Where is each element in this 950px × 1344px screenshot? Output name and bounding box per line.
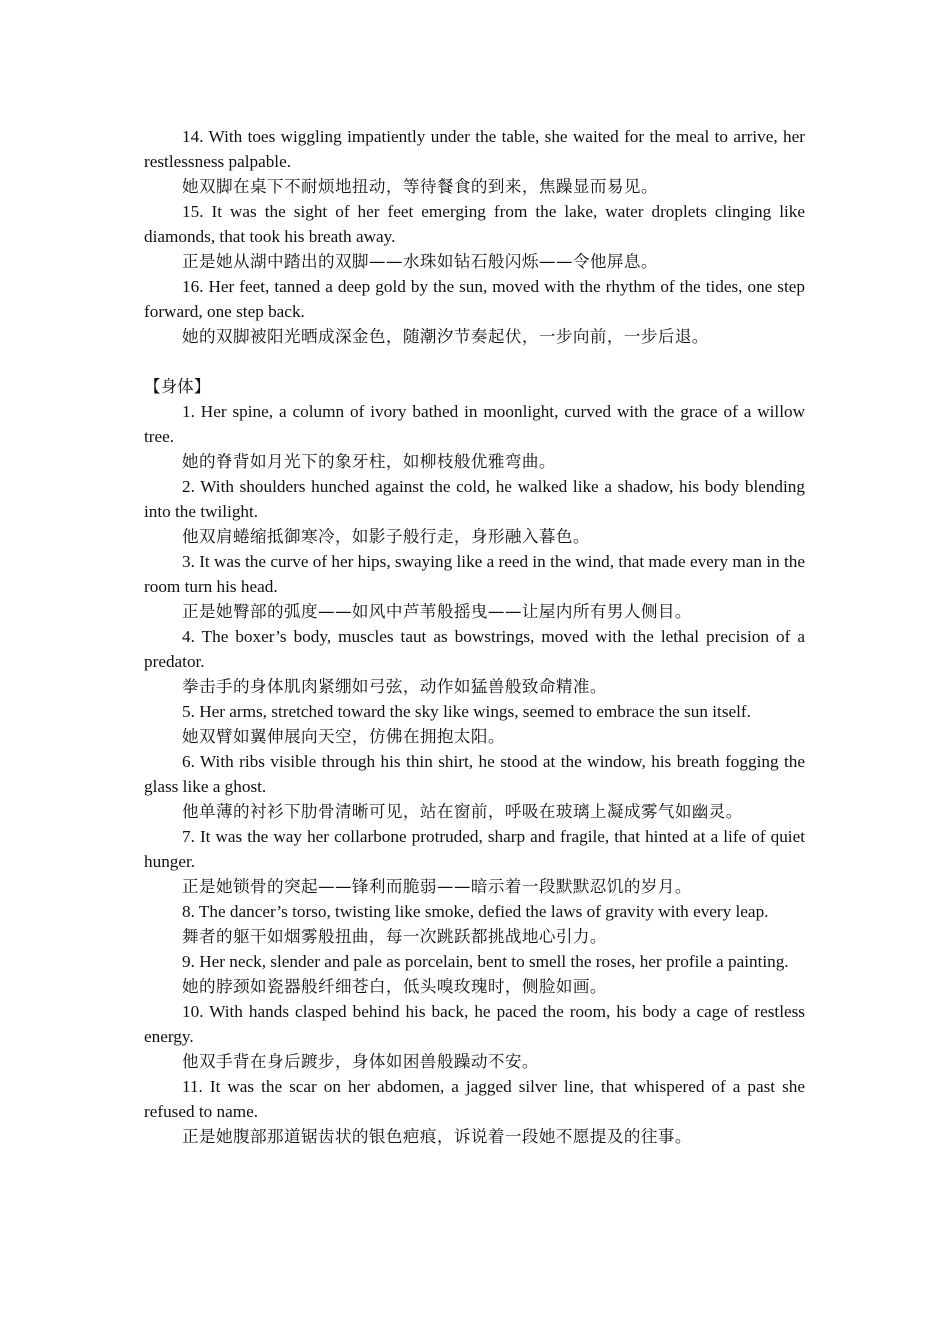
sentence-en: 10. With hands clasped behind his back, he paced the room, his body a cage of restless energy. bbox=[144, 1002, 805, 1046]
sentence-en: 5. Her arms, stretched toward the sky like wings, seemed to embrace the sun itself. bbox=[182, 702, 751, 721]
sentence-en: 3. It was the curve of her hips, swaying like a reed in the wind, that made every man in the room turn his head. bbox=[144, 552, 805, 596]
sentence-en: 8. The dancer’s torso, twisting like smoke, defied the laws of gravity with every leap. bbox=[182, 902, 769, 921]
sentence-zh: 舞者的躯干如烟雾般扭曲，每一次跳跃都挑战地心引力。 bbox=[182, 927, 607, 946]
sentence-en: 4. The boxer’s body, muscles taut as bowstrings, moved with the lethal precision of a predator. bbox=[144, 627, 805, 671]
sentence-en: 14. With toes wiggling impatiently under the table, she waited for the meal to arrive, her restlessness palpable. bbox=[144, 127, 805, 171]
sentence-zh: 他双手背在身后踱步，身体如困兽般躁动不安。 bbox=[182, 1052, 539, 1071]
sentence-zh: 她的脖颈如瓷器般纤细苍白，低头嗅玫瑰时，侧脸如画。 bbox=[182, 977, 607, 996]
sentence-zh: 他单薄的衬衫下肋骨清晰可见，站在窗前，呼吸在玻璃上凝成雾气如幽灵。 bbox=[182, 802, 743, 821]
sentence-zh: 正是她从湖中踏出的双脚——水珠如钻石般闪烁——令他屏息。 bbox=[182, 252, 658, 271]
blank-line bbox=[144, 349, 805, 374]
sentence-zh: 她双臂如翼伸展向天空，仿佛在拥抱太阳。 bbox=[182, 727, 505, 746]
document-page bbox=[144, 124, 805, 1149]
sentence-zh: 正是她锁骨的突起——锋利而脆弱——暗示着一段默默忍饥的岁月。 bbox=[182, 877, 692, 896]
sentence-en: 9. Her neck, slender and pale as porcelain, bent to smell the roses, her profile a painting. bbox=[182, 952, 789, 971]
sentence-zh: 他双肩蜷缩抵御寒冷，如影子般行走，身形融入暮色。 bbox=[182, 527, 590, 546]
sentence-zh: 正是她腹部那道锯齿状的银色疤痕，诉说着一段她不愿提及的往事。 bbox=[182, 1127, 692, 1146]
sentence-en: 6. With ribs visible through his thin shirt, he stood at the window, his breath fogging the glass like a ghost. bbox=[144, 752, 805, 796]
sentence-en: 7. It was the way her collarbone protruded, sharp and fragile, that hinted at a life of quiet hunger. bbox=[144, 827, 805, 871]
sentence-zh: 她双脚在桌下不耐烦地扭动，等待餐食的到来，焦躁显而易见。 bbox=[182, 177, 658, 196]
sentence-zh: 她的双脚被阳光晒成深金色，随潮汐节奏起伏，一步向前，一步后退。 bbox=[182, 327, 709, 346]
sentence-zh: 拳击手的身体肌肉紧绷如弓弦，动作如猛兽般致命精准。 bbox=[182, 677, 607, 696]
sentence-en: 2. With shoulders hunched against the cold, he walked like a shadow, his body blending into the twilight. bbox=[144, 477, 805, 521]
sentence-zh: 正是她臀部的弧度——如风中芦苇般摇曳——让屋内所有男人侧目。 bbox=[182, 602, 692, 621]
sentence-en: 16. Her feet, tanned a deep gold by the sun, moved with the rhythm of the tides, one step forward, one step back. bbox=[144, 277, 805, 321]
sentence-zh: 她的脊背如月光下的象牙柱，如柳枝般优雅弯曲。 bbox=[182, 452, 556, 471]
sentence-en: 15. It was the sight of her feet emerging from the lake, water droplets clinging like diamonds, that took his breath away. bbox=[144, 202, 805, 246]
sentence-en: 11. It was the scar on her abdomen, a jagged silver line, that whispered of a past she refused to name. bbox=[144, 1077, 805, 1121]
sentence-en: 1. Her spine, a column of ivory bathed in moonlight, curved with the grace of a willow tree. bbox=[144, 402, 805, 446]
section-heading: 【身体】 bbox=[144, 377, 211, 396]
